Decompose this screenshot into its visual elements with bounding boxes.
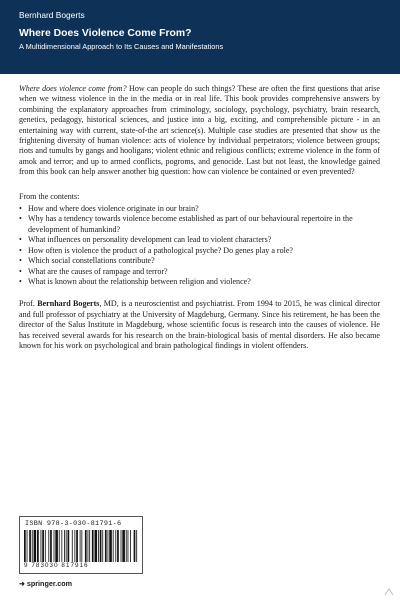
barcode-bar <box>29 530 31 562</box>
barcode-bar <box>105 530 107 562</box>
contents-list <box>19 204 380 287</box>
barcode-bar <box>59 530 60 562</box>
barcode-bar <box>48 530 49 562</box>
barcode-bar <box>122 530 125 562</box>
barcode-bar <box>76 530 78 562</box>
barcode-bar <box>32 530 33 562</box>
barcode-bar <box>109 530 112 562</box>
barcode-bar <box>85 530 87 562</box>
barcode-bar <box>126 530 127 562</box>
barcode-bar <box>89 530 90 562</box>
blurb-text: How can people do such things? These are often the first questions that arise when we witness violence in the in the media or in real life. This book provides comprehensive answers by combining the explanatory approaches from criminology, sociology, psychology, psychiatry, brain research, genetics, pedagogy, historical sciences, and justice into a big, exciting, and comprehensible picture - in an entertaining way with current, state-of-the art science(s). Multiple case studies are presented that show us the frightening diversity of human violence: acts of violence by individual perpetrators; violence between groups; riots and tumults by gangs and hooligans; violent ethnic and religious conflicts; extreme violence in the form of amok and terror; and up to armed conflicts, pogroms, and genocide. Last but not least, the knowledge gained from this book can help answer another big question: how can violence be contained or even prevented? <box>19 84 380 177</box>
barcode-bar <box>136 530 137 562</box>
barcode-bar <box>94 530 97 562</box>
barcode-bar <box>61 530 62 562</box>
barcode-bar <box>108 530 109 562</box>
barcode-bar <box>24 530 26 562</box>
barcode-bar <box>128 530 129 562</box>
book-title: Where Does Violence Come From? <box>19 28 192 39</box>
barcode-bar <box>45 530 46 562</box>
contents-item: • How and where does violence originate in our brain? <box>19 204 380 214</box>
bio-prefix: Prof. <box>19 299 38 309</box>
barcode-bars <box>24 530 138 562</box>
barcode-bar <box>55 530 58 562</box>
barcode-bar <box>113 530 114 562</box>
barcode-bar <box>41 530 42 562</box>
isbn-barcode <box>19 516 143 574</box>
barcode-bar <box>74 530 75 562</box>
contents-intro: From the contents: <box>19 191 80 201</box>
contents-item: • Why has a tendency towards violence become established as part of our behavioural repertoire in the development of humankind? <box>19 214 380 235</box>
contents-item: • What influences on personality development can lead to violent characters? <box>19 235 380 245</box>
publisher-link[interactable] <box>19 579 72 588</box>
barcode-digits: 9 783030 817916 <box>24 562 89 569</box>
cover-body <box>19 84 380 351</box>
contents-item: • How often is violence the product of a pathological psyche? Do genes play a role? <box>19 246 380 256</box>
corner-logo-icon <box>384 588 394 596</box>
barcode-bar <box>117 530 119 562</box>
contents-item: • What is known about the relationship between religion and violence? <box>19 277 380 287</box>
author-name: Bernhard Bogerts <box>19 10 85 20</box>
barcode-bar <box>42 530 44 562</box>
publisher-name: springer.com <box>26 579 73 588</box>
barcode-bar <box>66 530 67 562</box>
barcode-bar <box>130 530 131 562</box>
barcode-bar <box>98 530 99 562</box>
author-bio <box>19 299 380 351</box>
barcode-bar <box>88 530 89 562</box>
barcode-bar <box>37 530 39 562</box>
contents-item: • What are the causes of rampage and terror? <box>19 267 380 277</box>
barcode-bar <box>27 530 28 562</box>
barcode-bar <box>81 530 82 562</box>
blurb-paragraph <box>19 84 380 178</box>
cover-header <box>0 0 400 74</box>
arrow-right-icon: ➜ <box>19 581 25 588</box>
barcode-bar <box>121 530 122 562</box>
blurb-lead-question: Where does violence come from? <box>19 84 127 93</box>
barcode-bar <box>102 530 103 562</box>
barcode-bar <box>100 530 102 562</box>
barcode-bar <box>64 530 65 562</box>
barcode-bar <box>80 530 81 562</box>
barcode-bar <box>68 530 70 562</box>
barcode-bar <box>50 530 52 562</box>
contents-item: • Which social constellations contribute? <box>19 256 380 266</box>
barcode-bar <box>134 530 136 562</box>
barcode-bar <box>115 530 116 562</box>
barcode-bar <box>54 530 55 562</box>
isbn-label: ISBN 978-3-030-81791-6 <box>25 520 122 528</box>
barcode-bar <box>72 530 73 562</box>
bio-text: , MD, is a neuroscientist and psychiatrist. From 1994 to 2015, he was clinical director and full professor of psychiatry at the University of Magdeburg, Germany. Since his retirement, he has been the director of the Salus Institute in Magdeburg, whose scientific focus is research into the causes of violence. He has received several awards for his research on the brain-biological basis of mental disorders. He also became known for his work on psychological and brain pathological findings in violent offenders. <box>19 299 380 350</box>
barcode-bar <box>92 530 94 562</box>
book-subtitle: A Multidimensional Approach to Its Causes and Manifestations <box>19 42 224 51</box>
bio-author-name: Bernhard Bogerts <box>37 299 100 309</box>
barcode-bar <box>34 530 37 562</box>
